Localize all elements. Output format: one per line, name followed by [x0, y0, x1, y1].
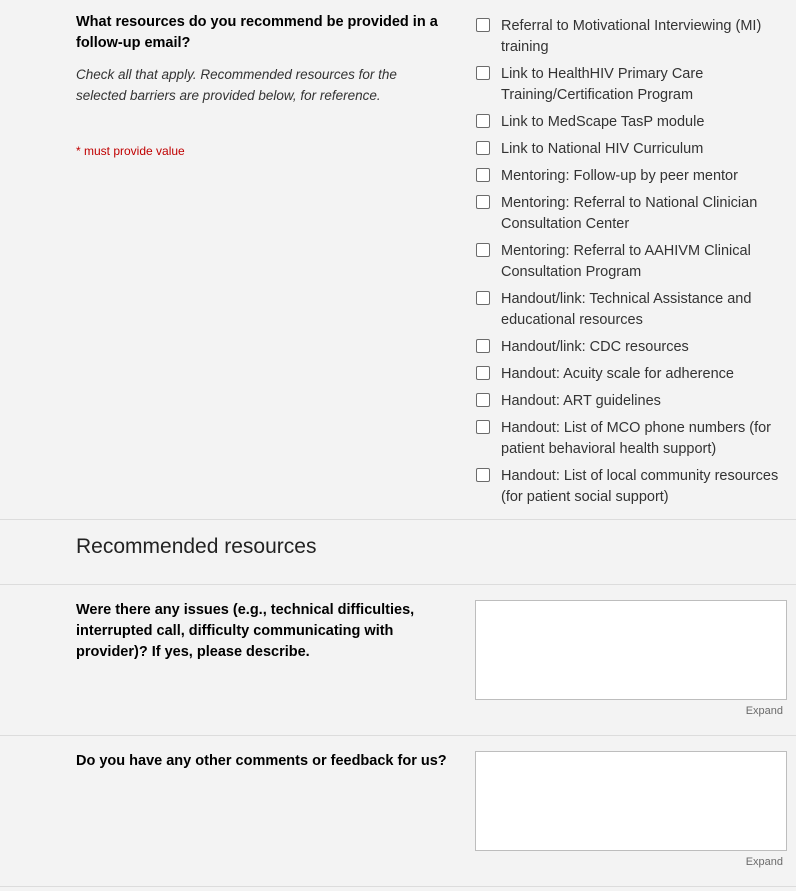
checkbox[interactable] — [476, 66, 490, 80]
checkbox[interactable] — [476, 141, 490, 155]
divider — [0, 886, 796, 887]
checkbox[interactable] — [476, 366, 490, 380]
issues-expand-link[interactable]: Expand — [745, 705, 783, 717]
checkbox-option[interactable] — [476, 64, 786, 106]
comments-textarea[interactable] — [475, 751, 787, 851]
section-title: Recommended resources — [76, 535, 317, 558]
checkbox-label[interactable]: Mentoring: Referral to AAHIVM Clinical Consultation Program — [501, 243, 751, 280]
resources-question-label: What resources do you recommend be provided in a follow-up email? — [76, 14, 438, 51]
comments-expand-link[interactable]: Expand — [745, 856, 783, 868]
checkbox-label[interactable]: Mentoring: Follow-up by peer mentor — [501, 168, 738, 184]
resources-question-note: Check all that apply. Recommended resources for the selected barriers are provided below, for reference. — [76, 67, 397, 103]
checkbox[interactable] — [476, 195, 490, 209]
divider — [0, 584, 796, 585]
checkbox-option[interactable] — [476, 289, 786, 331]
checkbox-label[interactable]: Handout: List of local community resources (for patient social support) — [501, 468, 779, 505]
checkbox-option[interactable] — [476, 391, 786, 412]
checkbox-label[interactable]: Handout: List of MCO phone numbers (for patient behavioral health support) — [501, 420, 771, 457]
issues-textarea[interactable] — [475, 600, 787, 700]
checkbox[interactable] — [476, 420, 490, 434]
checkbox-label[interactable]: Link to National HIV Curriculum — [501, 141, 704, 157]
checkbox-label[interactable]: Referral to Motivational Interviewing (MI) training — [501, 18, 762, 55]
checkbox-option[interactable] — [476, 166, 786, 187]
checkbox[interactable] — [476, 339, 490, 353]
required-note: * must provide value — [76, 144, 185, 158]
issues-question-label: Were there any issues (e.g., technical difficulties, interrupted call, difficulty communicating with provider)? If yes, please describe. — [76, 602, 415, 660]
checkbox[interactable] — [476, 468, 490, 482]
checkbox-option[interactable] — [476, 337, 786, 358]
checkbox-label[interactable]: Link to HealthHIV Primary Care Training/Certification Program — [501, 66, 704, 103]
checkbox-label[interactable]: Mentoring: Referral to National Clinician Consultation Center — [501, 195, 758, 232]
checkbox[interactable] — [476, 18, 490, 32]
checkbox-option[interactable] — [476, 139, 786, 160]
checkbox-label[interactable]: Handout/link: CDC resources — [501, 339, 689, 355]
checkbox-option[interactable] — [476, 193, 786, 235]
checkbox[interactable] — [476, 291, 490, 305]
checkbox[interactable] — [476, 114, 490, 128]
checkbox-option[interactable] — [476, 418, 786, 460]
checkbox[interactable] — [476, 243, 490, 257]
checkbox-option[interactable] — [476, 112, 786, 133]
checkbox-option[interactable] — [476, 364, 786, 385]
checkbox[interactable] — [476, 393, 490, 407]
checkbox-label[interactable]: Handout/link: Technical Assistance and educational resources — [501, 291, 752, 328]
checkbox-label[interactable]: Handout: Acuity scale for adherence — [501, 366, 734, 382]
checkbox-option[interactable] — [476, 466, 786, 508]
divider — [0, 519, 796, 520]
comments-question-label: Do you have any other comments or feedback for us? — [76, 753, 447, 769]
checkbox-option[interactable] — [476, 241, 786, 283]
resources-checkbox-list — [476, 16, 786, 514]
divider — [0, 735, 796, 736]
checkbox-label[interactable]: Link to MedScape TasP module — [501, 114, 705, 130]
checkbox-option[interactable] — [476, 16, 786, 58]
checkbox[interactable] — [476, 168, 490, 182]
checkbox-label[interactable]: Handout: ART guidelines — [501, 393, 661, 409]
